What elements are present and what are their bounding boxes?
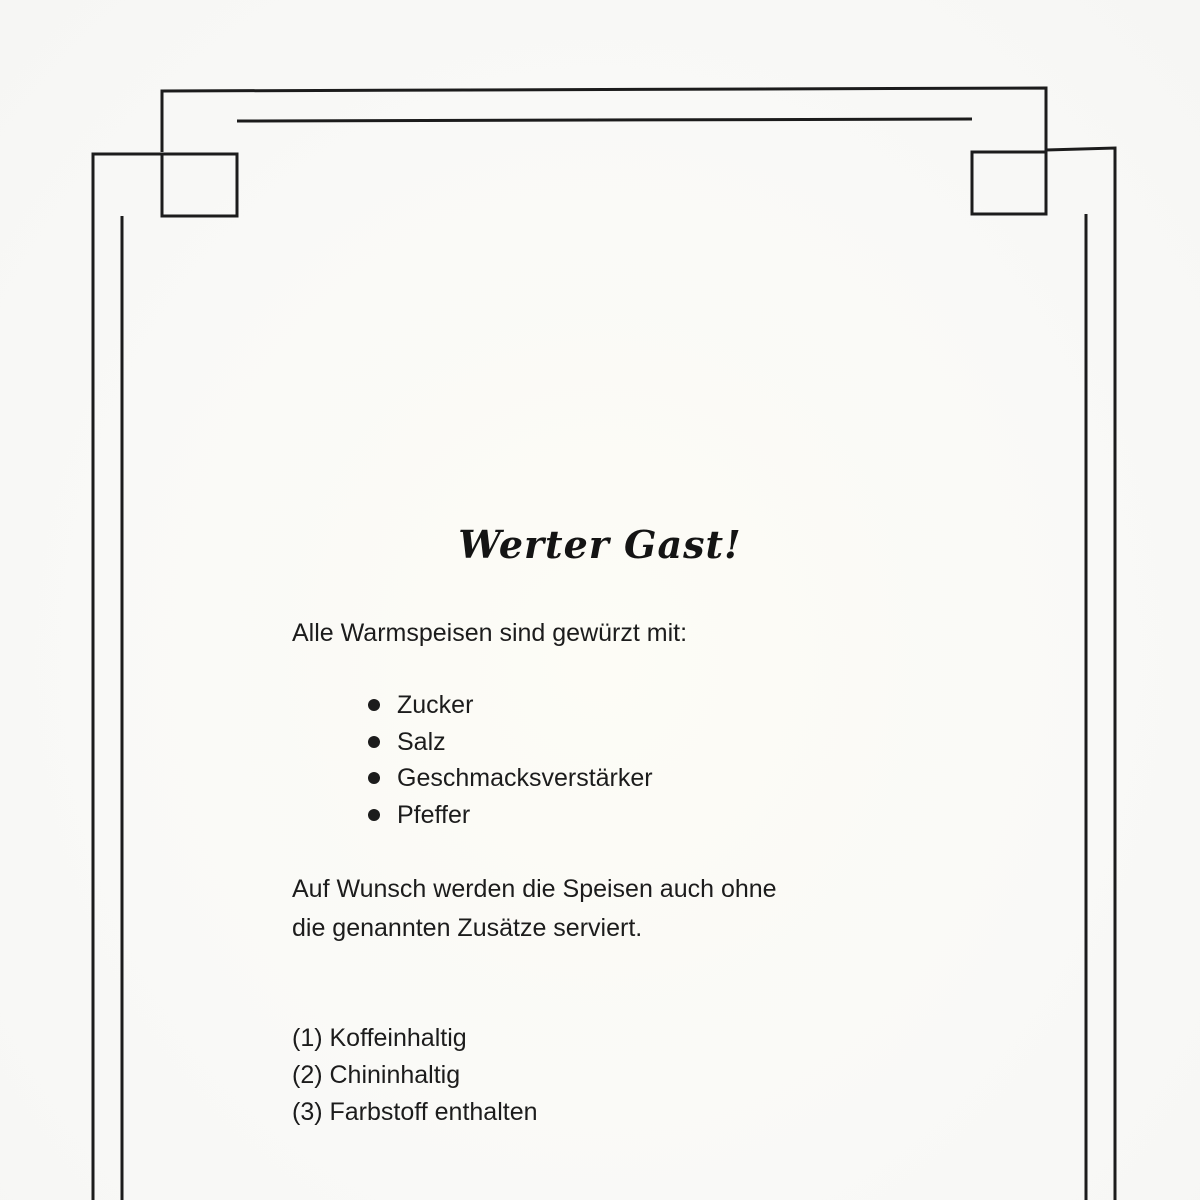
spice-label: Zucker	[397, 691, 474, 719]
frame-inner-top-line	[237, 119, 972, 121]
list-item	[368, 687, 653, 724]
spice-label: Salz	[397, 727, 446, 756]
footnote-2: (2) Chininhaltig	[292, 1061, 461, 1089]
frame-right-outer-rail	[1046, 148, 1115, 1200]
footnote-1: (1) Koffeinhaltig	[292, 1024, 467, 1052]
frame-left-corner-square	[162, 154, 237, 216]
frame-right-corner-square	[972, 152, 1046, 214]
bullet-icon	[368, 699, 380, 711]
list-item	[368, 797, 653, 834]
bullet-icon	[368, 772, 380, 784]
spice-list	[368, 687, 653, 833]
list-item	[368, 760, 653, 797]
bullet-icon	[368, 736, 380, 748]
footnote-3: (3) Farbstoff enthalten	[292, 1098, 538, 1126]
spice-label: Pfeffer	[397, 800, 471, 829]
notice-paragraph	[292, 870, 892, 948]
spice-label: Geschmacksverstärker	[397, 764, 653, 792]
page-title: Werter Gast!	[458, 522, 742, 567]
footnotes	[292, 1020, 538, 1131]
notice-line-2: die genannten Zusätze serviert.	[292, 914, 643, 942]
notice-line-1: Auf Wunsch werden die Speisen auch ohne	[292, 875, 777, 903]
intro-text: Alle Warmspeisen sind gewürzt mit:	[292, 619, 688, 647]
frame-left-outer-rail	[93, 154, 162, 1200]
list-item	[368, 724, 653, 761]
bullet-icon	[368, 809, 380, 821]
